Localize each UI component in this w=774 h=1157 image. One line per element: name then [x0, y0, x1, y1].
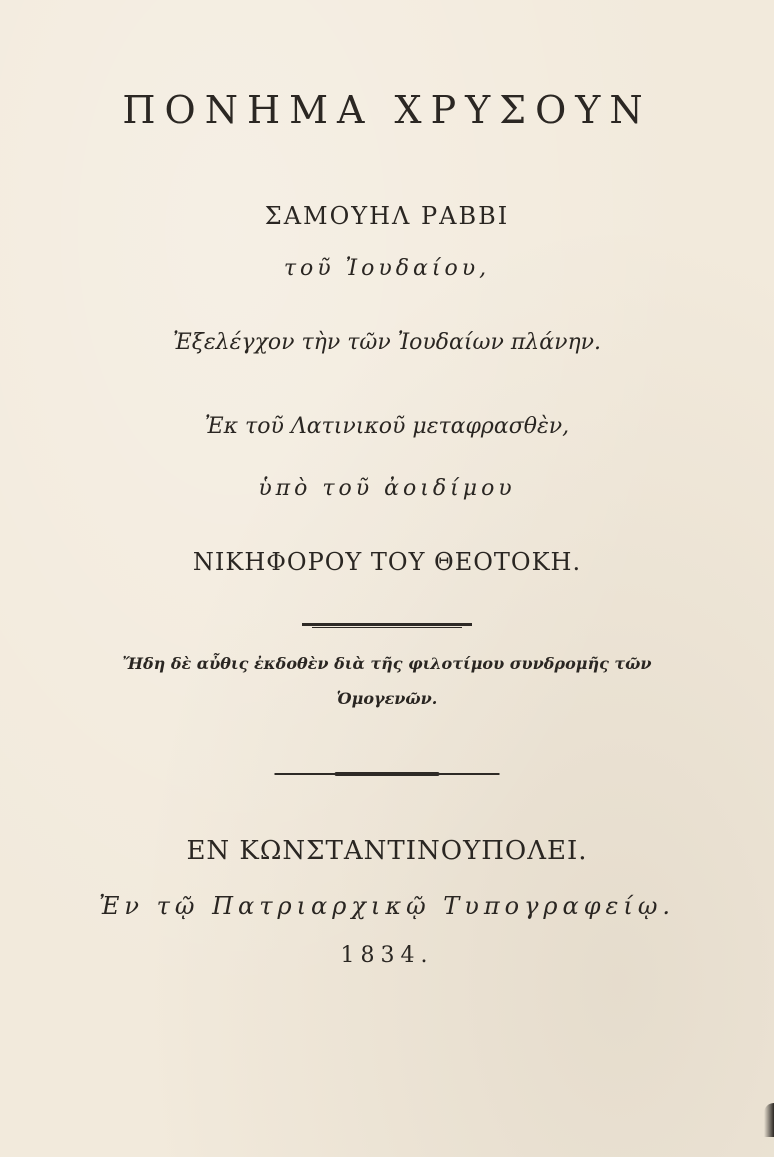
subtitle-refutation: Ἐξελέγχον τὴν τῶν Ἰουδαίων πλάνην.	[172, 330, 602, 355]
imprint-year: 1834.	[340, 943, 434, 968]
ornamental-rule-top	[302, 623, 472, 626]
translation-note: Ἐκ τοῦ Λατινικοῦ μεταφρασθὲν,	[204, 414, 570, 439]
edition-note-line1: Ἤδη δὲ αὖθις ἐκδοθὲν διὰ τῆς φιλοτίμου συνδρομῆς τῶν	[122, 654, 652, 673]
book-title: ΠΟΝΗΜΑ ΧΡΥΣΟΥΝ	[122, 88, 652, 132]
edition-note-line2: Ὁμογενῶν.	[336, 689, 438, 708]
ornamental-rule-bottom	[275, 773, 500, 775]
imprint-press: Ἐν τῷ Πατριαρχικῷ Τυπογραφείῳ.	[98, 892, 676, 920]
imprint-place: ΕΝ ΚΩΝΣΤΑΝΤΙΝΟΥΠΟΛΕΙ.	[186, 836, 588, 866]
author-descriptor: τοῦ Ἰουδαίου,	[283, 256, 491, 281]
page-edge-mark	[764, 1103, 774, 1137]
translator-prefix: ὑπὸ τοῦ ἀοιδίμου	[258, 476, 516, 501]
translator-name: ΝΙΚΗΦΟΡΟΥ ΤΟΥ ΘΕΟΤΟΚΗ.	[192, 548, 582, 576]
author-name: ΣΑΜΟΥΗΛ ΡΑΒΒΙ	[264, 202, 510, 230]
